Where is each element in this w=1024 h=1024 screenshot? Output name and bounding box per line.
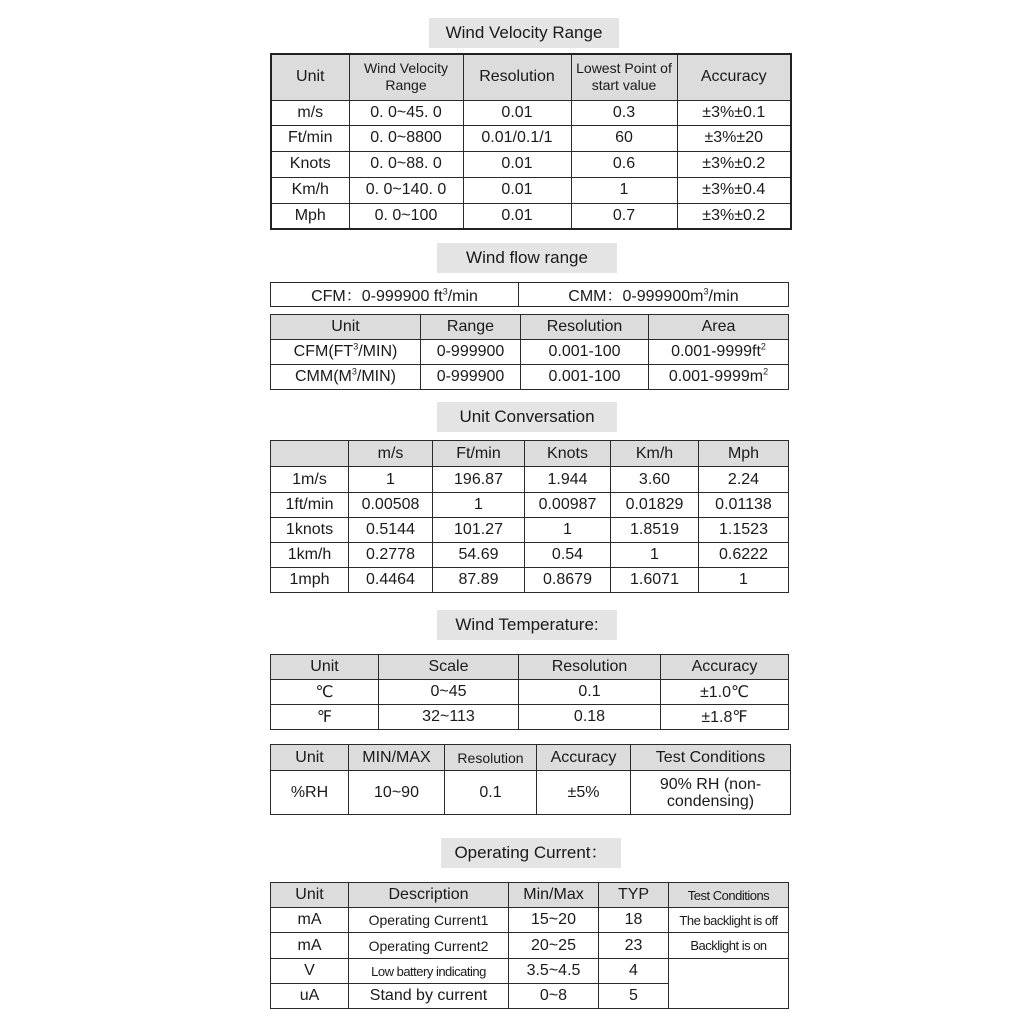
current-table — [270, 882, 789, 1009]
cell — [669, 959, 789, 984]
current-header-test-conditions: Test Conditions — [669, 883, 789, 908]
conversion-header-ms: m/s — [349, 441, 433, 467]
cell: 4 — [599, 959, 669, 984]
cell: 0. 0~88. 0 — [349, 151, 463, 177]
cell: 1 — [611, 543, 699, 568]
cell: 0.01138 — [699, 493, 789, 518]
velocity-header-range: Wind Velocity Range — [349, 54, 463, 100]
cell: 0.1 — [519, 680, 661, 705]
cell: Stand by current — [349, 984, 509, 1009]
cell — [669, 984, 789, 1009]
table-row — [271, 933, 789, 959]
cell: 0.4464 — [349, 568, 433, 593]
current-header-typ: TYP — [599, 883, 669, 908]
table-row — [271, 959, 789, 984]
cell: Operating Current2 — [349, 933, 509, 959]
humidity-header-resolution: Resolution — [445, 745, 537, 771]
temperature-header-unit: Unit — [271, 655, 379, 680]
cell: 0.001-100 — [521, 340, 649, 365]
flow-summary-table — [270, 282, 789, 307]
cell: 87.89 — [433, 568, 525, 593]
current-header-description: Description — [349, 883, 509, 908]
cell: 3.5~4.5 — [509, 959, 599, 984]
cell: 1ft/min — [271, 493, 349, 518]
velocity-title: Wind Velocity Range — [429, 18, 619, 48]
velocity-header-lowest-point: Lowest Point of start value — [571, 54, 677, 100]
cell: 0.8679 — [525, 568, 611, 593]
table-row — [271, 151, 791, 177]
conversion-header-knots: Knots — [525, 441, 611, 467]
cell: Low battery indicating — [349, 959, 509, 984]
cell: 32~113 — [379, 705, 519, 730]
cell: 1mph — [271, 568, 349, 593]
cell: 60 — [571, 125, 677, 151]
velocity-header-unit: Unit — [271, 54, 349, 100]
velocity-header-resolution: Resolution — [463, 54, 571, 100]
cell: ±3%±0.2 — [677, 203, 791, 229]
table-row — [271, 518, 789, 543]
cell: 1.944 — [525, 467, 611, 493]
temperature-header-scale: Scale — [379, 655, 519, 680]
cell: 0.18 — [519, 705, 661, 730]
temperature-table — [270, 654, 789, 730]
humidity-header-accuracy: Accuracy — [537, 745, 631, 771]
cell: ±1.0℃ — [661, 680, 789, 705]
cell: 0.001-100 — [521, 365, 649, 390]
cell: 15~20 — [509, 908, 599, 933]
cell: 0.01829 — [611, 493, 699, 518]
cell: 0~8 — [509, 984, 599, 1009]
cell: Knots — [271, 151, 349, 177]
flow-header-range: Range — [421, 315, 521, 340]
cell: ±1.8℉ — [661, 705, 789, 730]
conversion-title: Unit Conversation — [437, 402, 617, 432]
cell: 1km/h — [271, 543, 349, 568]
conversion-header-mph: Mph — [699, 441, 789, 467]
cell: 0.54 — [525, 543, 611, 568]
cell: 196.87 — [433, 467, 525, 493]
cell: 0.00508 — [349, 493, 433, 518]
velocity-header-row — [271, 54, 791, 100]
cell: 0. 0~8800 — [349, 125, 463, 151]
cell: 1.8519 — [611, 518, 699, 543]
cell: The backlight is off — [669, 908, 789, 933]
cell: ℉ — [271, 705, 379, 730]
table-row — [271, 908, 789, 933]
table-row — [271, 177, 791, 203]
cell: 1 — [349, 467, 433, 493]
cell: m/s — [271, 100, 349, 125]
cell: 54.69 — [433, 543, 525, 568]
cell: 0.01 — [463, 100, 571, 125]
cell: Backlight is on — [669, 933, 789, 959]
cell: 0. 0~140. 0 — [349, 177, 463, 203]
cell: 0.2778 — [349, 543, 433, 568]
table-row — [271, 493, 789, 518]
cell: 1 — [525, 518, 611, 543]
table-row — [271, 984, 789, 1009]
cell: 1 — [699, 568, 789, 593]
current-header-minmax: Min/Max — [509, 883, 599, 908]
cell: 3.60 — [611, 467, 699, 493]
cell: ±5% — [537, 771, 631, 815]
cell: 0-999900 — [421, 365, 521, 390]
cell: 0-999900 — [421, 340, 521, 365]
temperature-header-accuracy: Accuracy — [661, 655, 789, 680]
cfm-range-label: CFM：0-999900 $ft^3/\min$ — [271, 283, 519, 307]
cell: 0.6222 — [699, 543, 789, 568]
cell: 1 — [571, 177, 677, 203]
cell: 1.1523 — [699, 518, 789, 543]
table-row — [271, 100, 791, 125]
humidity-header-test-conditions: Test Conditions — [631, 745, 791, 771]
velocity-table — [270, 53, 792, 230]
cell: 0.6 — [571, 151, 677, 177]
table-row — [271, 365, 789, 390]
cell: ±3%±0.1 — [677, 100, 791, 125]
cell: 0~45 — [379, 680, 519, 705]
temperature-header-resolution: Resolution — [519, 655, 661, 680]
cell: 0.00987 — [525, 493, 611, 518]
table-row — [271, 771, 791, 815]
humidity-table — [270, 744, 791, 815]
temperature-header-row — [271, 655, 789, 680]
conversion-header-blank — [271, 441, 349, 467]
cell: 1.6071 — [611, 568, 699, 593]
cell: 0.5144 — [349, 518, 433, 543]
cell: 0.01/0.1/1 — [463, 125, 571, 151]
cell: Mph — [271, 203, 349, 229]
table-row — [271, 568, 789, 593]
flow-header-area: Area — [649, 315, 789, 340]
cmm-range-label: CMM：$0-999900m^3/\min$ — [519, 283, 789, 307]
cell: 2.24 — [699, 467, 789, 493]
conversion-header-ftmin: Ft/min — [433, 441, 525, 467]
cell: 0. 0~100 — [349, 203, 463, 229]
cell: 18 — [599, 908, 669, 933]
cell: ±3%±0.4 — [677, 177, 791, 203]
cell: $0.001-9999ft^2$ — [649, 340, 789, 365]
cell: 0.7 — [571, 203, 677, 229]
current-title: Operating Current： — [441, 838, 621, 868]
table-row — [271, 543, 789, 568]
conversion-table — [270, 440, 789, 593]
cell: mA — [271, 933, 349, 959]
cell: mA — [271, 908, 349, 933]
cell: 1 — [433, 493, 525, 518]
cell: ℃ — [271, 680, 379, 705]
cell: 1knots — [271, 518, 349, 543]
cell: 0.01 — [463, 177, 571, 203]
cell: $CMM(M^3/MIN)$ — [271, 365, 421, 390]
cell: 0.3 — [571, 100, 677, 125]
cell: ±3%±20 — [677, 125, 791, 151]
cell: 101.27 — [433, 518, 525, 543]
flow-table — [270, 314, 789, 390]
cell: uA — [271, 984, 349, 1009]
cell: Operating Current1 — [349, 908, 509, 933]
table-row — [271, 203, 791, 229]
velocity-header-accuracy: Accuracy — [677, 54, 791, 100]
cell: 20~25 — [509, 933, 599, 959]
cell: 1m/s — [271, 467, 349, 493]
cell: Ft/min — [271, 125, 349, 151]
conversion-header-kmh: Km/h — [611, 441, 699, 467]
humidity-header-row — [271, 745, 791, 771]
conversion-header-row — [271, 441, 789, 467]
flow-title: Wind flow range — [437, 243, 617, 273]
humidity-header-unit: Unit — [271, 745, 349, 771]
temperature-title: Wind Temperature: — [437, 610, 617, 640]
current-header-unit: Unit — [271, 883, 349, 908]
cell: ±3%±0.2 — [677, 151, 791, 177]
current-header-row — [271, 883, 789, 908]
cell: 90% RH (non-condensing) — [631, 771, 791, 815]
flow-header-row — [271, 315, 789, 340]
table-row — [271, 705, 789, 730]
cell: 23 — [599, 933, 669, 959]
flow-header-resolution: Resolution — [521, 315, 649, 340]
table-row — [271, 125, 791, 151]
humidity-header-minmax: MIN/MAX — [349, 745, 445, 771]
cell: Km/h — [271, 177, 349, 203]
cell: 10~90 — [349, 771, 445, 815]
cell: 0.01 — [463, 203, 571, 229]
cell: %RH — [271, 771, 349, 815]
cell: 5 — [599, 984, 669, 1009]
cell: 0.01 — [463, 151, 571, 177]
table-row — [271, 680, 789, 705]
table-row — [271, 467, 789, 493]
cell: 0.1 — [445, 771, 537, 815]
cell: $CFM(FT^3/MIN)$ — [271, 340, 421, 365]
table-row — [271, 340, 789, 365]
cell: $0.001-9999m^2$ — [649, 365, 789, 390]
cell: 0. 0~45. 0 — [349, 100, 463, 125]
flow-header-unit: Unit — [271, 315, 421, 340]
cell: V — [271, 959, 349, 984]
